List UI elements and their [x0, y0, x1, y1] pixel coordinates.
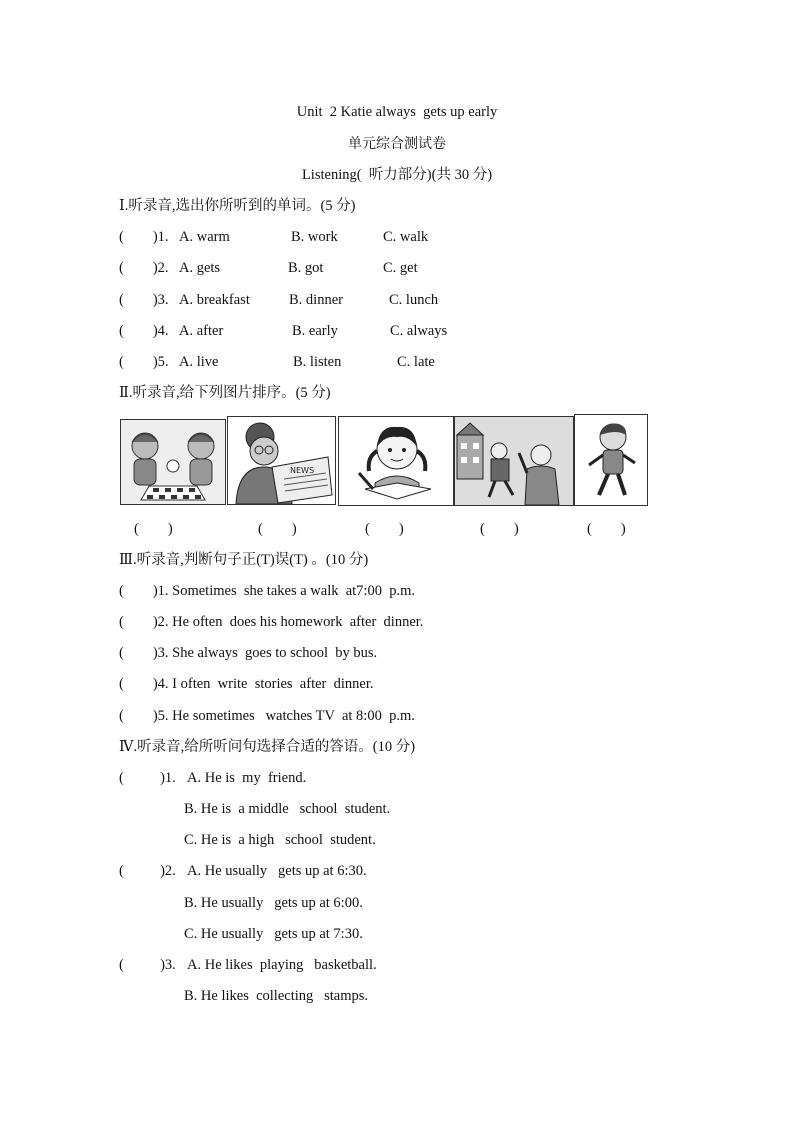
girl-doing-homework-icon — [338, 416, 454, 506]
answer-blank[interactable]: ( )5. — [119, 354, 169, 370]
part3-title: Ⅲ.听录音,判断句子正(T)误(T) 。(10 分) — [119, 552, 369, 568]
option-b: B. dinner — [289, 292, 343, 308]
picture-order-blank-3[interactable]: ( ) — [365, 521, 404, 537]
option-a: A. He usually gets up at 6:30. — [187, 863, 367, 879]
option-a: A. warm — [179, 229, 230, 245]
option-b: B. He usually gets up at 6:00. — [184, 895, 363, 911]
part3-item-4[interactable]: ( )4. I often write stories after dinner. — [119, 676, 374, 692]
part3-item-3[interactable]: ( )3. She always goes to school by bus. — [119, 645, 378, 661]
option-c: C. lunch — [389, 292, 439, 308]
picture-order-blank-5[interactable]: ( ) — [587, 521, 626, 537]
grandma-reading-newspaper-icon — [227, 416, 336, 505]
option-a: A. He is my friend. — [187, 770, 307, 786]
option-c: C. get — [383, 260, 418, 276]
option-b: B. listen — [293, 354, 342, 370]
listening-section-label: Listening( 听力部分)(共 30 分) — [301, 167, 493, 183]
part3-item-1[interactable]: ( )1. Sometimes she takes a walk at7:00 p.m. — [119, 583, 415, 599]
picture-order-blank-1[interactable]: ( ) — [134, 521, 173, 537]
option-c: C. He usually gets up at 7:30. — [184, 926, 363, 942]
option-c: C. He is a high school student. — [184, 832, 376, 848]
option-b: B. work — [291, 229, 338, 245]
doc-title: Unit 2 Katie always gets up early — [296, 104, 498, 120]
option-c: C. always — [390, 323, 448, 339]
part1-title: Ⅰ.听录音,选出你所听到的单词。(5 分) — [119, 198, 356, 214]
option-a: A. gets — [179, 260, 221, 276]
answer-blank[interactable]: ( )2. — [119, 863, 176, 879]
picture-order-blank-2[interactable]: ( ) — [258, 521, 297, 537]
option-c: C. late — [397, 354, 435, 370]
answer-blank[interactable]: ( )3. — [119, 292, 169, 308]
option-a: A. He likes playing basketball. — [187, 957, 377, 973]
part3-item-2[interactable]: ( )2. He often does his homework after dinner. — [119, 614, 424, 630]
answer-blank[interactable]: ( )4. — [119, 323, 169, 339]
option-a: A. breakfast — [179, 292, 250, 308]
news-label: NEWS — [290, 466, 315, 475]
option-b: B. got — [288, 260, 324, 276]
part3-item-5[interactable]: ( )5. He sometimes watches TV at 8:00 p.m. — [119, 708, 415, 724]
option-b: B. early — [292, 323, 338, 339]
picture-order-blank-4[interactable]: ( ) — [480, 521, 519, 537]
option-a: A. live — [179, 354, 219, 370]
option-c: C. walk — [383, 229, 429, 245]
answer-blank[interactable]: ( )3. — [119, 957, 176, 973]
boy-walking-icon — [574, 414, 648, 506]
answer-blank[interactable]: ( )1. — [119, 770, 176, 786]
part4-title: Ⅳ.听录音,给所听问句选择合适的答语。(10 分) — [119, 739, 416, 755]
doc-subtitle: 单元综合测试卷 — [348, 136, 446, 152]
option-b: B. He is a middle school student. — [184, 801, 391, 817]
answer-blank[interactable]: ( )2. — [119, 260, 169, 276]
boy-greeting-man-at-school-icon — [454, 416, 574, 506]
option-b: B. He likes collecting stamps. — [184, 988, 369, 1004]
part2-title: Ⅱ.听录音,给下列图片排序。(5 分) — [119, 385, 331, 401]
answer-blank[interactable]: ( )1. — [119, 229, 169, 245]
children-playing-chess-icon — [120, 419, 226, 505]
option-a: A. after — [179, 323, 224, 339]
